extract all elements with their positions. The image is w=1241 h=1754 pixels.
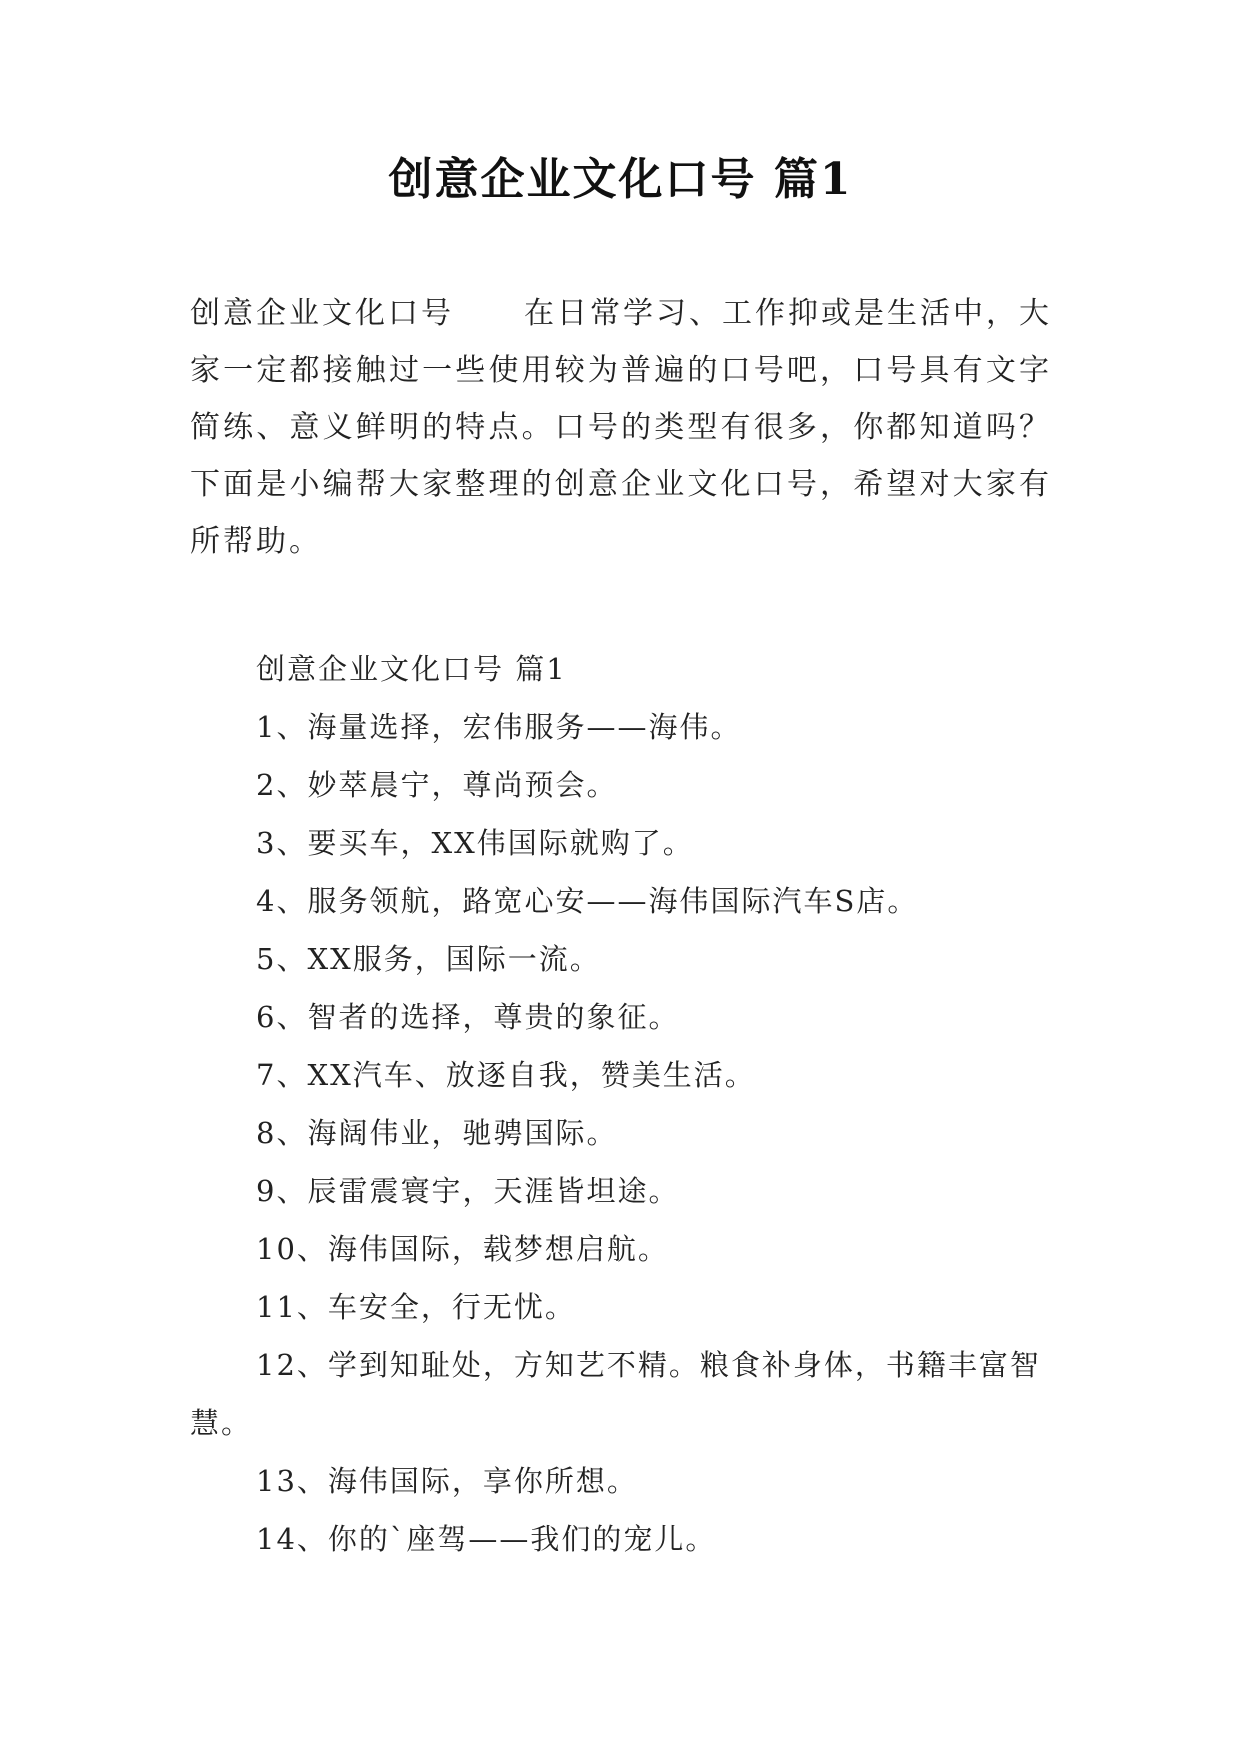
list-item: 11、车安全，行无忧。 <box>256 1290 576 1324</box>
section-heading: 创意企业文化口号 篇1 <box>256 652 567 686</box>
intro-body: 在日常学习、工作抑或是生活中，大家一定都接触过一些使用较为普遍的口号吧，口号具有文字简练、意义鲜明的特点。口号的类型有很多，你都知道吗？下面是小编帮大家整理的创意企业文化口号，希望对大家有所帮助。 <box>190 296 1052 559</box>
list-item: 8、海阔伟业，驰骋国际。 <box>256 1116 618 1150</box>
list-item: 13、海伟国际，享你所想。 <box>256 1464 638 1498</box>
list-item: 9、辰雷震寰宇，天涯皆坦途。 <box>256 1174 680 1208</box>
list-item: 3、要买车，XX伟国际就购了。 <box>256 826 694 860</box>
intro-paragraph <box>190 285 1052 570</box>
document-title: 创意企业文化口号 篇1 <box>388 154 853 205</box>
intro-lead: 创意企业文化口号 <box>190 296 454 331</box>
list-item: 7、XX汽车、放逐自我，赞美生活。 <box>256 1058 756 1092</box>
list-item: 12、学到知耻处，方知艺不精。粮食补身体，书籍丰富智慧。 <box>190 1348 1041 1440</box>
list-item: 10、海伟国际，载梦想启航。 <box>256 1232 669 1266</box>
list-item: 14、你的`座驾——我们的宠儿。 <box>256 1522 717 1556</box>
list-item: 6、智者的选择，尊贵的象征。 <box>256 1000 680 1034</box>
list-item: 1、海量选择，宏伟服务——海伟。 <box>256 710 742 744</box>
slogan-list <box>190 640 1052 1568</box>
list-item: 2、妙萃晨宁，尊尚预会。 <box>256 768 618 802</box>
list-item: 4、服务领航，路宽心安——海伟国际汽车S店。 <box>256 884 919 918</box>
list-item: 5、XX服务，国际一流。 <box>256 942 601 976</box>
